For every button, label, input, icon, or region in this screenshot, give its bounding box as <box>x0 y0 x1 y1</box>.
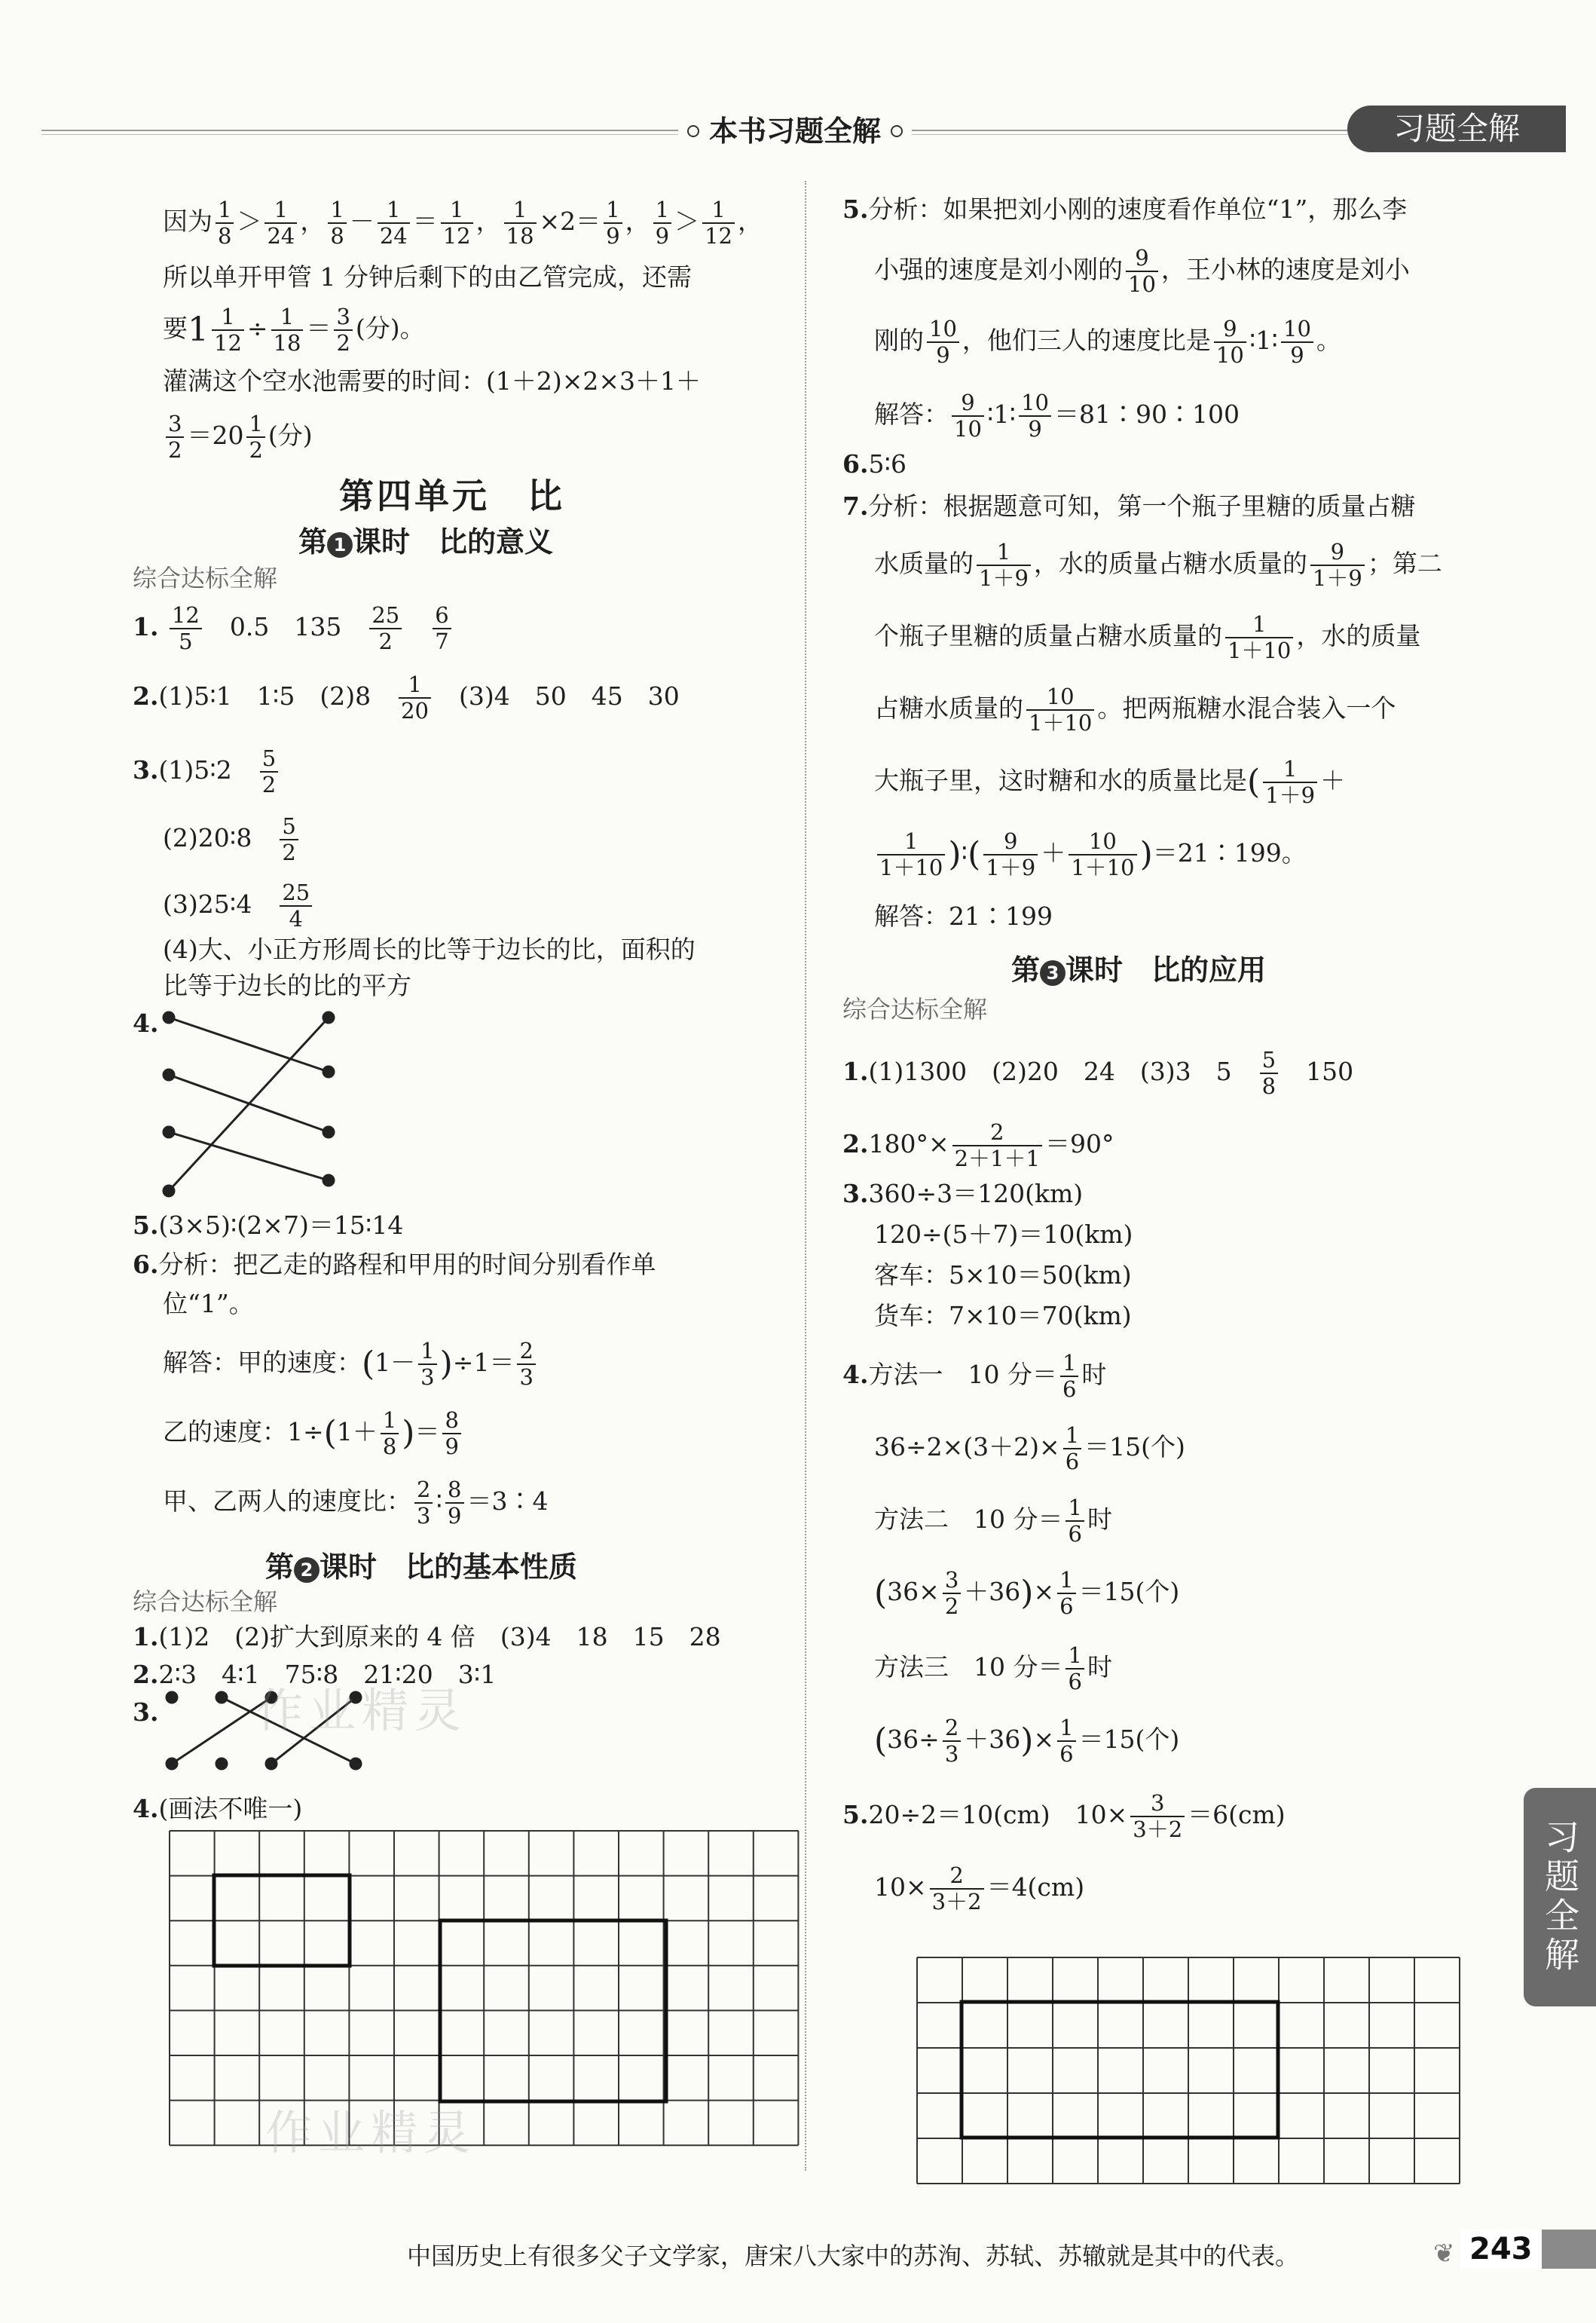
q3-part3: (3)25∶4 $\frac{25}{4}$ <box>163 880 315 932</box>
rq7-analysis-1: 7.分析：根据题意可知，第一个瓶子里糖的质量占糖 <box>842 491 1416 521</box>
r4-grid-drawing <box>169 1830 800 2147</box>
s5-line-1: 5.20÷2＝10(cm) 10× $\frac{3}{3+2}$ ＝6(cm) <box>842 1790 1286 1842</box>
header-dot-left <box>687 125 699 137</box>
s2-answer: 2.180°× $\frac{2}{2+1+1}$ ＝90° <box>842 1119 1114 1171</box>
s5-line-2: 10× $\frac{2}{3+2}$ ＝4(cm) <box>874 1862 1085 1914</box>
watermark: 作业精灵 <box>256 1683 468 1738</box>
rq7-analysis-6: $\frac{1}{1+10}$ )∶( $\frac{9}{1+9}$ ＋ $\frac{10}{1+10}$ )＝21∶199。 <box>874 829 1307 880</box>
q6-analysis-2: 位“1”。 <box>163 1289 254 1318</box>
rq7-analysis-3: 个瓶子里糖的质量占糖水质量的 $\frac{1}{1+10}$ ，水的质量 <box>874 611 1421 663</box>
q2-answer: 2.(1)5∶1 1∶5 (2)8 $\frac{1}{20}$ (3)4 50 45 30 <box>133 672 680 724</box>
side-tab-text: 习题全解 <box>1539 1819 1580 1976</box>
r4-answer: 4.(画法不唯一) <box>133 1794 303 1823</box>
header-tag <box>1347 106 1566 152</box>
intro-line-2: 所以单开甲管 1 分钟后剩下的由乙管完成，还需 <box>163 262 692 292</box>
rq5-analysis-3: 刚的 $\frac{10}{9}$ ，他们三人的速度比是 $\frac{9}{10}$ ∶1∶ $\frac{10}{9}$ 。 <box>874 316 1341 368</box>
q6-speed-b: 乙的速度：1÷(1＋ $\frac{1}{8}$ )＝ $\frac{8}{9}$ <box>163 1408 464 1459</box>
s3-line-4: 货车：7×10＝70(km) <box>874 1301 1132 1330</box>
section-label-2: 综合达标全解 <box>133 1587 278 1616</box>
unit-title: 第四单元 比 <box>339 476 565 516</box>
intro-line-1: 因为 $\frac{1}{8}$ ＞ $\frac{1}{24}$ ， $\frac{1}{8}$ － $\frac{1}{24}$ ＝ $\frac{1}{12}$ ， $\frac{1}{18}$ ×2＝ $\frac{1}{9}$ ， $\frac{1}{9}$ ＞ $\frac{1}{12}$ ， <box>163 197 763 249</box>
s4-expr-3: (36÷ $\frac{2}{3}$ ＋36)× $\frac{1}{6}$ ＝15(个) <box>874 1715 1180 1767</box>
q4-matching-lines <box>151 1002 347 1206</box>
r3-number: 3. <box>133 1697 159 1727</box>
column-divider <box>805 181 806 2171</box>
rq7-answer: 解答：21∶199 <box>874 901 1053 931</box>
s5-grid-drawing <box>916 1957 1463 2184</box>
s3-line-2: 120÷(5＋7)＝10(km) <box>874 1220 1133 1249</box>
header-dot-right <box>891 125 903 137</box>
q6-speed-a: 解答：甲的速度：(1－ $\frac{1}{3}$ )÷1＝ $\frac{2}{3}$ <box>163 1339 539 1390</box>
footer-text: 中国历史上有很多父子文学家，唐宋八大家中的苏洵、苏轼、苏辙就是其中的代表。 <box>407 2242 1300 2270</box>
rq7-analysis-4: 占糖水质量的 $\frac{10}{1+10}$ 。把两瓶糖水混合装入一个 <box>874 684 1396 736</box>
s4-method-3: 方法三 10 分＝ $\frac{1}{6}$ 时 <box>874 1642 1112 1694</box>
footer-leaf-icon: ❦ <box>1433 2239 1455 2269</box>
rq7-analysis-5: 大瓶子里，这时糖和水的质量比是( $\frac{1}{1+9}$ ＋ <box>874 756 1346 808</box>
page-number: 243 <box>1460 2230 1542 2269</box>
intro-line-4: 灌满这个空水池需要的时间：(1＋2)×2×3＋1＋ <box>163 366 702 396</box>
rq6-answer: 6.5∶6 <box>842 449 907 479</box>
lesson-3-title: 第 3 课时 比的应用 <box>1011 953 1267 987</box>
q6-analysis-1: 6.分析：把乙走的路程和甲用的时间分别看作单 <box>133 1250 656 1279</box>
rq7-analysis-2: 水质量的 $\frac{1}{1+9}$ ，水的质量占糖水质量的 $\frac{9}{1+9}$ ；第二 <box>874 539 1442 591</box>
s3-line-1: 3.360÷3＝120(km) <box>842 1179 1084 1208</box>
intro-line-5: $\frac{3}{2}$ ＝20 $\frac{1}{2}$ (分) <box>163 412 313 463</box>
s3-line-3: 客车：5×10＝50(km) <box>874 1260 1132 1290</box>
watermark: 作业精灵 <box>265 2105 477 2160</box>
fraction: $\frac{1}{8}$ <box>216 197 234 249</box>
lesson-1-title: 第 1 课时 比的意义 <box>298 525 554 559</box>
side-tab <box>1524 1788 1596 2006</box>
s1-answer: 1.(1)1300 (2)20 24 (3)3 5 $\frac{5}{8}$ 150 <box>842 1047 1354 1099</box>
header-title-box <box>678 112 912 151</box>
s4-method-2: 方法二 10 分＝ $\frac{1}{6}$ 时 <box>874 1495 1112 1547</box>
page-number-badge <box>1460 2230 1596 2269</box>
intro-line-3: 要1 $\frac{1}{12}$ ÷ $\frac{1}{18}$ ＝ $\frac{3}{2}$ (分)。 <box>163 304 425 356</box>
q3-part4b: 比等于边长的比的平方 <box>163 971 411 1000</box>
q5-answer: 5.(3×5)∶(2×7)＝15∶14 <box>133 1210 404 1240</box>
rq5-analysis-1: 5.分析：如果把刘小刚的速度看作单位“1”，那么李 <box>842 194 1408 224</box>
q6-ratio: 甲、乙两人的速度比： $\frac{2}{3}$ ∶ $\frac{8}{9}$ ＝3∶4 <box>163 1477 549 1529</box>
q1-answer: 1. $\frac{12}{5}$ 0.5 135 $\frac{25}{2}$ $\frac{6}{7}$ <box>133 603 454 654</box>
rq5-analysis-2: 小强的速度是刘小刚的 $\frac{9}{10}$ ，王小林的速度是刘小 <box>874 245 1410 297</box>
q3-part4a: (4)大、小正方形周长的比等于边长的比，面积的 <box>163 935 696 964</box>
header-tag-text: 习题全解 <box>1393 110 1520 147</box>
lesson-2-title: 第 2 课时 比的基本性质 <box>265 1550 578 1584</box>
s4-method-1: 4.方法一 10 分＝ $\frac{1}{6}$ 时 <box>842 1350 1107 1402</box>
s4-expr-2: (36× $\frac{3}{2}$ ＋36)× $\frac{1}{6}$ ＝15(个) <box>874 1567 1180 1619</box>
header-title: 本书习题全解 <box>708 115 881 148</box>
q3-part1: 3.(1)5∶2 $\frac{5}{2}$ <box>133 746 281 797</box>
section-label-1: 综合达标全解 <box>133 564 278 592</box>
rq5-answer: 解答： $\frac{9}{10}$ ∶1∶ $\frac{10}{9}$ ＝81∶90∶100 <box>874 390 1240 442</box>
r1-answer: 1.(1)2 (2)扩大到原来的 4 倍 (3)4 18 15 28 <box>133 1622 721 1651</box>
r2-answer: 2.2∶3 4∶1 75∶8 21∶20 3∶1 <box>133 1660 497 1689</box>
section-label-3: 综合达标全解 <box>842 995 988 1024</box>
s4-expr-1: 36÷2×(3＋2)× $\frac{1}{6}$ ＝15(个) <box>874 1422 1185 1474</box>
q4-number: 4. <box>133 1008 159 1038</box>
q3-part2: (2)20∶8 $\frac{5}{2}$ <box>163 814 301 865</box>
